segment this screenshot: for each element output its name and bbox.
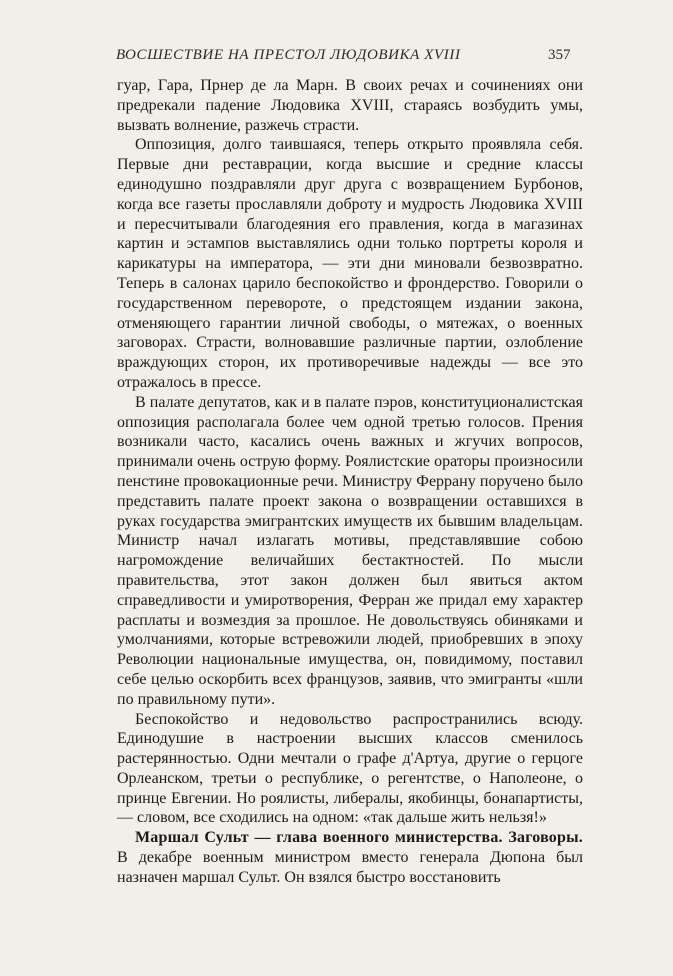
paragraph-3: В палате депутатов, как и в палате пэров, конституционалистская оппозиция располагала более чем одной третью голосов. Прения возникали часто, касались очень важных и жгучих вопросов, принимали очень острую форму. Роялистские ораторы произносили пенстине провокационные речи. Министру Феррану поручено было представить палате проект закона о возвращении оставшихся в руках государства эмигрантских имуществ их бывшим владельцам. Министр начал излагать мотивы, представлявшие собою нагромождение величайших бестактностей. По мысли правительства, этот закон должен был явиться актом справедливости и умиротворения, Ферран же придал ему характер расплаты и возмездия за прошлое. Не довольствуясь обиняками и умолчаниями, которые встревожили людей, приобревших в эпоху Революции национальные имущества, он, повидимому, поставил себе целью оскорбить всех французов, заявив, что эмигранты «шли по правильному пути». [117,393,583,708]
paragraph-2: Оппозиция, долго таившаяся, теперь открыто проявляла себя. Первые дни реставрации, когда высшие и средние классы единодушно поздравляли друг друга с возвращением Бурбонов, когда все газеты прославляли доброту и мудрость Людовика XVIII и пересчитывали благодеяния его правления, когда в магазинах картин и эстампов выставлялись одни только портреты короля и карикатуры на императора, — эти дни миновали безвозвратно. Теперь в салонах царило беспокойство и фрондерство. Говорили о государственном перевороте, о предстоящем издании закона, отменяющего гарантии личной свободы, о мятежах, о военных заговорах. Страсти, волновавшие различные партии, озлобление враждующих сторон, их противоречивые надежды — все это отражалось в прессе. [117,136,583,391]
paragraph-1: гуар, Гара, Прнер де ла Марн. В своих речах и сочинениях они предрекали падение Людовика XVIII, стараясь возбудить умы, вызвать волнение, разжечь страсти. [117,77,583,134]
running-title: ВОСШЕСТВИЕ НА ПРЕСТОЛ ЛЮДОВИКА XVIII [116,47,461,63]
section-heading: Маршал Сульт — глава военного министерства. Заговоры. [135,829,583,847]
body-text [117,76,583,888]
section-text: В декабре военным министром вместо генерала Дюпона был назначен маршал Сульт. Он взялся быстро восстановить [117,849,583,886]
page-number: 357 [548,47,571,63]
paragraph-4: Беспокойство и недовольство распространились всюду. Единодушие в настроении высших классов сменилось растерянностью. Одни мечтали о графе д'Артуа, другие о герцоге Орлеанском, третьи о республике, о регентстве, о Наполеоне, о принце Евгении. Но роялисты, либералы, якобинцы, бонапартисты, — словом, все сходились на одном: «так дальше жить нельзя!» [117,710,583,827]
section-paragraph [117,828,583,887]
